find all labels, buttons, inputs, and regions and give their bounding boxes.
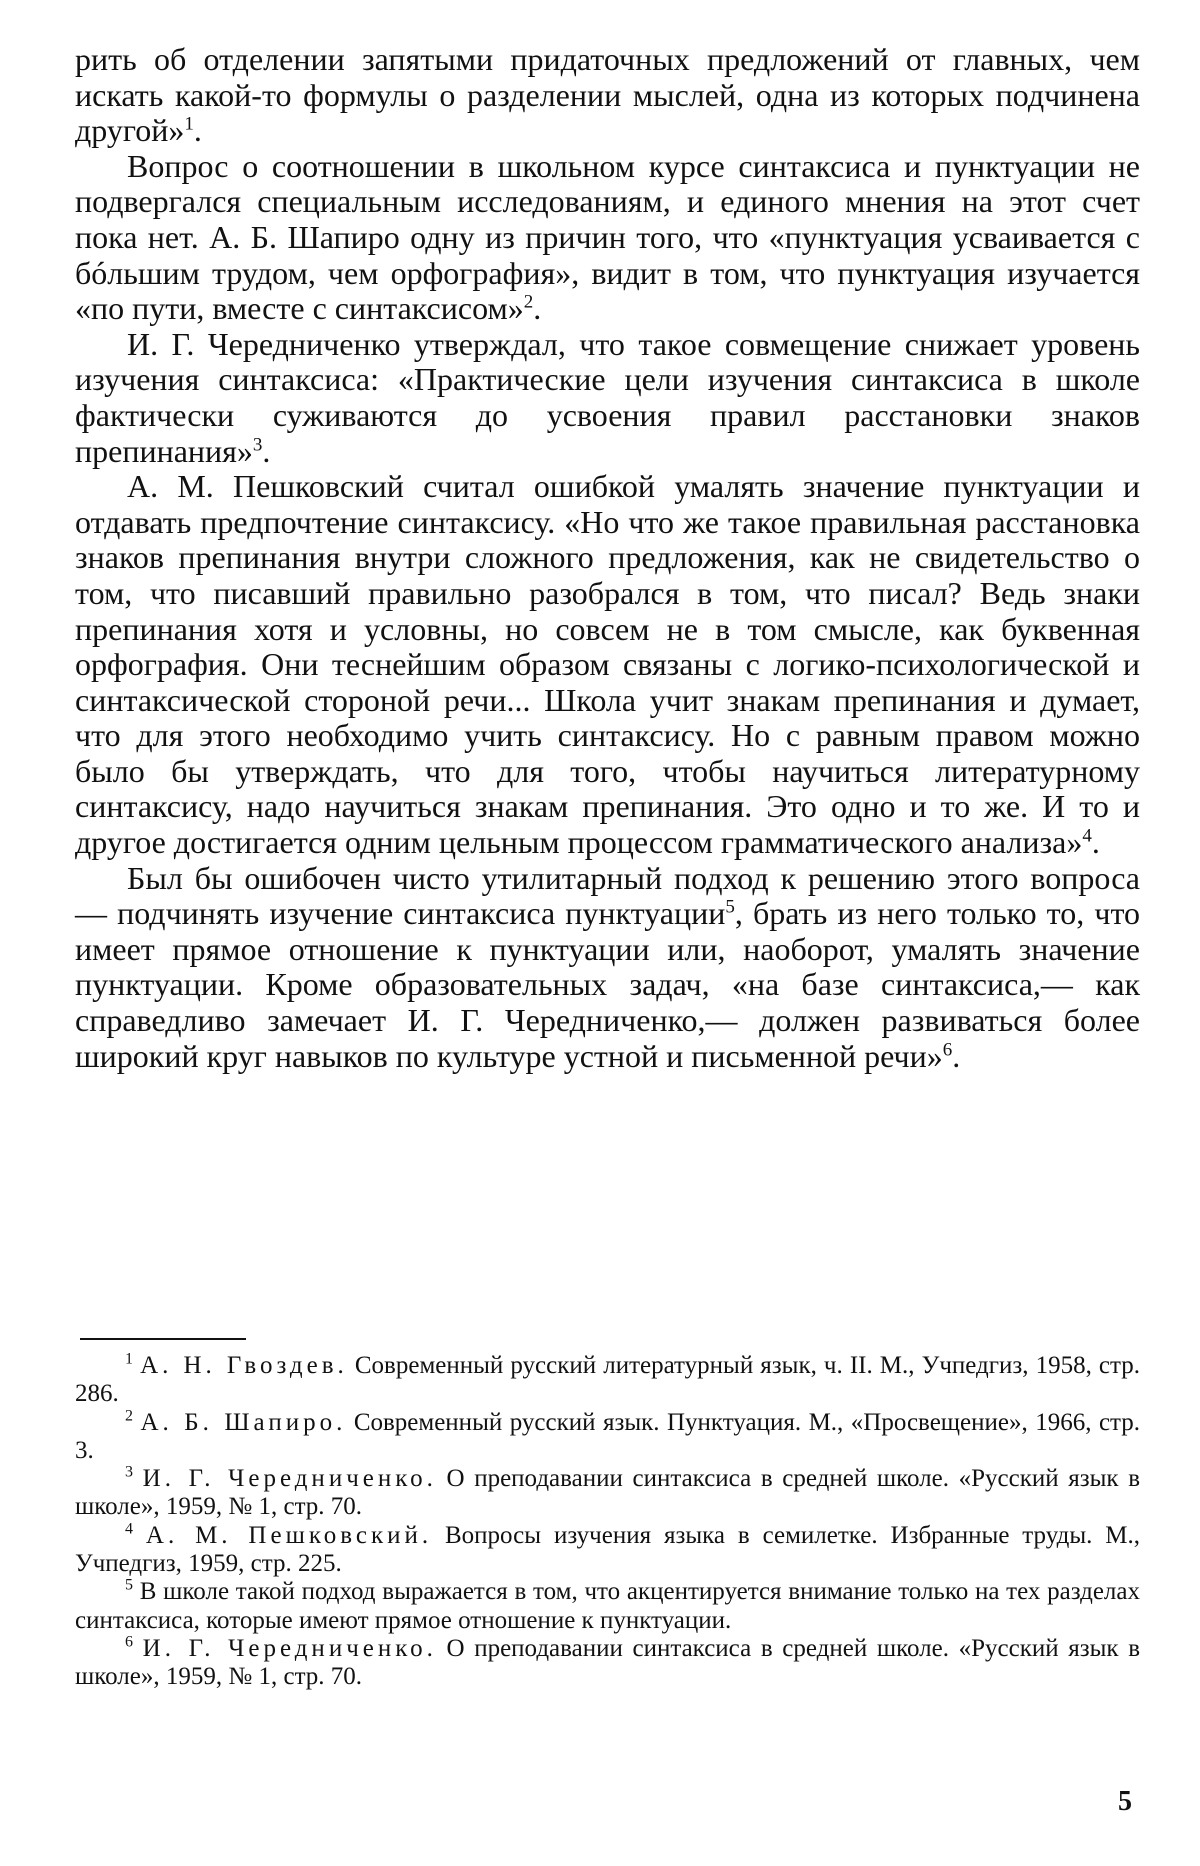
footnote-text: О преподавании синтаксиса в средней школе. «Русский язык в школе», 1959, № 1, стр. 70.	[75, 1634, 1140, 1691]
footnote-text: О преподавании синтаксиса в средней школе. «Русский язык в школе», 1959, № 1, стр. 70.	[75, 1465, 1140, 1521]
paragraph-text: Был бы ошибочен чисто утилитарный подход к решению этого вопроса — подчинять изучение синтаксиса пунктуации	[75, 859, 1140, 932]
footnote-ref-5: 5	[725, 896, 735, 918]
footnote-number: 4	[125, 1520, 133, 1538]
page-number: 5	[1118, 1786, 1132, 1817]
footnote-3	[75, 1465, 1140, 1522]
footnote-number: 2	[125, 1407, 133, 1425]
footnote-4	[75, 1522, 1140, 1579]
footnote-ref-1: 1	[184, 113, 194, 135]
footnote-1	[75, 1352, 1140, 1409]
footnote-number: 6	[125, 1633, 133, 1651]
footnote-text: Вопросы изучения языка в семилетке. Избранные труды. М., Учпедгиз, 1959, стр. 225.	[75, 1521, 1141, 1578]
main-text	[75, 42, 1140, 1074]
paragraph-tail: .	[952, 1037, 961, 1074]
footnote-author: И. Г. Чередниченко.	[142, 1634, 437, 1662]
paragraph-text: А. М. Пешковский считал ошибкой умалять значение пунктуации и отдавать предпочтение синтаксису. «Но что же такое правильная расстановка знаков препинания внутри сложного предложения, как не свидетельство о том, что писавший правильно разобрался в том, что писал? Ведь знаки препинания хотя и условны, но совсем не в том смысле, как буквенная орфография. Они теснейшим образом связаны с логико-психологической и синтаксической стороной речи... Школа учит знакам препинания и думает, что для этого необходимо учить синтаксису. Но с равным правом можно было бы утверждать, что для того, чтобы научиться литературному синтаксису, надо научиться знакам препинания. Это одно и то же. И то и другое достигается одним цельным процессом грамматического анализа»	[75, 468, 1140, 861]
footnote-text: Современный русский язык. Пунктуация. М., «Просвещение», 1966, стр. 3.	[75, 1408, 1141, 1464]
footnote-author: А. Б. Шапиро.	[140, 1408, 347, 1436]
footnotes	[75, 1352, 1140, 1692]
footnote-number: 1	[125, 1350, 133, 1368]
footnote-2	[75, 1409, 1140, 1466]
paragraph-tail: .	[262, 432, 271, 469]
paragraph-text-continued: , брать из него только то, что имеет прямое отношение к пунктуации или, наоборот, умалять значение пунктуации. Кроме образовательных задач, «на базе синтаксиса,— как справедливо замечает И. Г. Чередниченко,— должен развиваться более широкий круг навыков по культуре устной и письменной речи»	[75, 895, 1141, 1074]
footnote-separator	[80, 1338, 246, 1340]
footnote-ref-6: 6	[942, 1038, 953, 1060]
paragraph-4	[75, 469, 1140, 861]
footnote-5	[75, 1578, 1140, 1635]
footnote-author: И. Г. Чередниченко.	[142, 1465, 437, 1493]
paragraph-tail: .	[1091, 824, 1100, 861]
paragraph-text: И. Г. Чередниченко утверждал, что такое совмещение снижает уровень изучения синтаксиса: «Практические цели изучения синтаксиса в школе фактически суживаются до усвоения правил расстановки знаков препинания»	[75, 325, 1140, 469]
footnote-number: 5	[125, 1577, 133, 1595]
footnote-text: Современный русский литературный язык, ч. II. М., Учпедгиз, 1958, стр. 286.	[75, 1352, 1141, 1408]
footnote-ref-4: 4	[1082, 825, 1092, 847]
paragraph-text: Вопрос о соотношении в школьном курсе синтаксиса и пунктуации не подвергался специальным исследованиям, и единого мнения на этот счет пока нет. А. Б. Шапиро одну из причин того, что «пунктуация усваивается с бóльшим трудом, чем орфография», видит в том, что пунктуация изучается «по пути, вместе с синтаксисом»	[75, 147, 1140, 327]
footnote-number: 3	[125, 1463, 133, 1481]
paragraph-text: рить об отделении запятыми придаточных предложений от главных, чем искать какой-то формулы о разделении мыслей, одна из которых подчинена другой»	[75, 41, 1140, 149]
footnote-6	[75, 1635, 1140, 1692]
footnote-text: В школе такой подход выражается в том, что акцентируется внимание только на тех разделах синтаксиса, которые имеют прямое отношение к пунктуации.	[75, 1578, 1141, 1634]
footnote-ref-2: 2	[523, 291, 534, 313]
paragraph-2	[75, 149, 1140, 327]
paragraph-tail: .	[193, 112, 202, 149]
footnote-author: А. М. Пешковский.	[145, 1521, 433, 1549]
paragraph-1	[75, 42, 1140, 149]
paragraph-tail: .	[533, 290, 542, 327]
footnote-ref-3: 3	[252, 433, 263, 455]
paragraph-5	[75, 861, 1140, 1075]
footnote-author: А. Н. Гвоздев.	[140, 1352, 348, 1379]
paragraph-3	[75, 327, 1140, 469]
